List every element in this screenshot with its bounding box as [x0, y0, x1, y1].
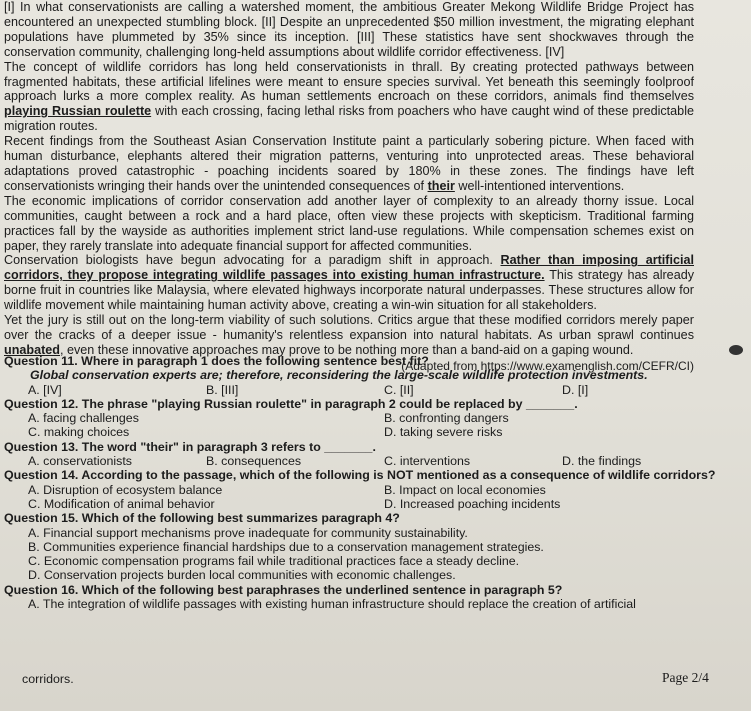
question-14	[4, 468, 716, 511]
option-a[interactable]: A. facing challenges	[28, 411, 139, 426]
paragraph-2: The concept of wildlife corridors has long held conservationists in thrall. By creating protected pathways between fragmented habitats, these artificial lifelines were meant to ensure species survival. Yet beneath this seemingly foolproof approach lurks a more complex reality. As human settlements encroach on these corridors, animals find themselves playing Russian roulette with each crossing, facing lethal risks from poachers who have caught wind of these predictable migration routes.	[4, 59, 694, 134]
underlined-sentence: Rather than imposing artificial corridors, they propose integrating wildlife passages into existing human infrastructure.	[4, 253, 694, 283]
option-b[interactable]: B. Impact on local economies	[384, 482, 546, 497]
question-stem: Question 16. Which of the following best paraphrases the underlined sentence in paragraph 5?	[4, 582, 563, 597]
question-stem: Question 13. The word "their" in paragraph 3 refers to _______.	[4, 439, 376, 454]
page-footer	[0, 662, 751, 711]
question-11	[4, 354, 716, 397]
option-c[interactable]: C. making choices	[28, 425, 130, 440]
option-b[interactable]: B. consequences	[206, 454, 302, 469]
question-stem: Question 14. According to the passage, which of the following is NOT mentioned as a consequence of wildlife corridors?	[4, 468, 716, 483]
page-number: Page 2/4	[662, 670, 709, 685]
option-d[interactable]: D. the findings	[562, 454, 642, 469]
question-stem: Question 11. Where in paragraph 1 does the following sentence best fit?	[4, 354, 429, 368]
option-a[interactable]: A. Financial support mechanisms prove inadequate for community sustainability.	[28, 525, 468, 540]
ink-mark-icon	[729, 345, 743, 355]
underlined-word-unabated: unabated	[4, 342, 60, 357]
paragraph-5: Conservation biologists have begun advocating for a paradigm shift in approach. Rather than imposing artificial corridors, they propose integrating wildlife passages into existing human infrastructure. This strategy has already borne fruit in countries like Malaysia, where elevated highways incorporate natural underpasses. These structures allow for wildlife movement while maintaining human activity above, creating a win-win situation for all stakeholders.	[4, 253, 694, 313]
insert-sentence: Global conservation experts are; therefore, reconsidering the large-scale wildlife protection investments.	[30, 368, 648, 383]
question-15	[4, 511, 716, 582]
option-continuation: corridors.	[22, 672, 74, 686]
question-stem: Question 15. Which of the following best summarizes paragraph 4?	[4, 511, 400, 526]
question-13	[4, 440, 716, 469]
option-a[interactable]: A. Disruption of ecosystem balance	[28, 482, 223, 497]
option-b[interactable]: B. confronting dangers	[384, 411, 509, 426]
question-16	[4, 583, 716, 612]
paragraph-6: Yet the jury is still out on the long-term viability of such solutions. Critics argue that these modified corridors merely paper over the cracks of a deeper issue - humanity's relentless expansion into natural habitats. As urban sprawl continues unabated, even these innovative approaches may prove to be nothing more than a band-aid on a gaping wound.	[4, 313, 694, 357]
source-citation: (Adapted from https://www.examenglish.com/CEFR/CI)	[401, 358, 694, 373]
option-b[interactable]: B. Communities experience financial hardships due to a conservation management strategies.	[28, 539, 544, 554]
underlined-word: their	[427, 178, 455, 193]
paragraph-4: The economic implications of corridor conservation add another layer of complexity to an already thorny issue. Local communities, caught between a rock and a hard place, often view these projects with skepticism. Traditional farming practices fall by the wayside as authorities implement strict land-use regulations. While compensation schemes exist on paper, they rarely translate into adequate financial support for affected communities.	[4, 193, 694, 253]
option-d[interactable]: D. [I]	[562, 382, 589, 397]
options-row	[4, 383, 716, 397]
option-a[interactable]: A. The integration of wildlife passages with existing human infrastructure should replace the creation of artificial	[28, 597, 636, 612]
option-d[interactable]: D. Conservation projects burden local communities with economic challenges.	[28, 568, 456, 583]
paragraph-3: Recent findings from the Southeast Asian Conservation Institute paint a particularly sobering picture. When faced with human disturbance, elephants altered their migration patterns, venturing into unprotected areas. These behavioral adaptations proved catastrophic - poaching incidents soared by 180% in these zones. The findings have left conservationists wringing their hands over the unintended consequences of their well-intentioned interventions.	[4, 134, 694, 193]
option-d[interactable]: D. taking severe risks	[384, 425, 503, 440]
option-c[interactable]: C. Modification of animal behavior	[28, 496, 215, 511]
question-12	[4, 397, 716, 440]
reading-passage	[4, 0, 694, 374]
option-a[interactable]: A. [IV]	[28, 382, 62, 397]
option-c[interactable]: C. [II]	[384, 382, 414, 397]
option-b[interactable]: B. [III]	[206, 382, 239, 397]
option-d[interactable]: D. Increased poaching incidents	[384, 496, 561, 511]
option-a[interactable]: A. conservationists	[28, 454, 132, 469]
option-c[interactable]: C. Economic compensation programs fail while traditional practices face a steady decline.	[28, 554, 520, 569]
underlined-phrase: playing Russian roulette	[4, 104, 152, 119]
option-c[interactable]: C. interventions	[384, 454, 471, 469]
question-list	[4, 354, 716, 611]
paragraph-1: [I] In what conservationists are calling a watershed moment, the ambitious Greater Mekong Wildlife Bridge Project has encountered an unexpected stumbling block. [II] Despite an unprecedented $50 million investment, the migrating elephant populations have plummeted by 35% since its inception. [III] These statistics have sent shockwaves through the conservation community, challenging long-held assumptions about wildlife corridor effectiveness. [IV]	[4, 0, 694, 59]
question-stem: Question 12. The phrase "playing Russian roulette" in paragraph 2 could be replaced by _______.	[4, 396, 578, 411]
